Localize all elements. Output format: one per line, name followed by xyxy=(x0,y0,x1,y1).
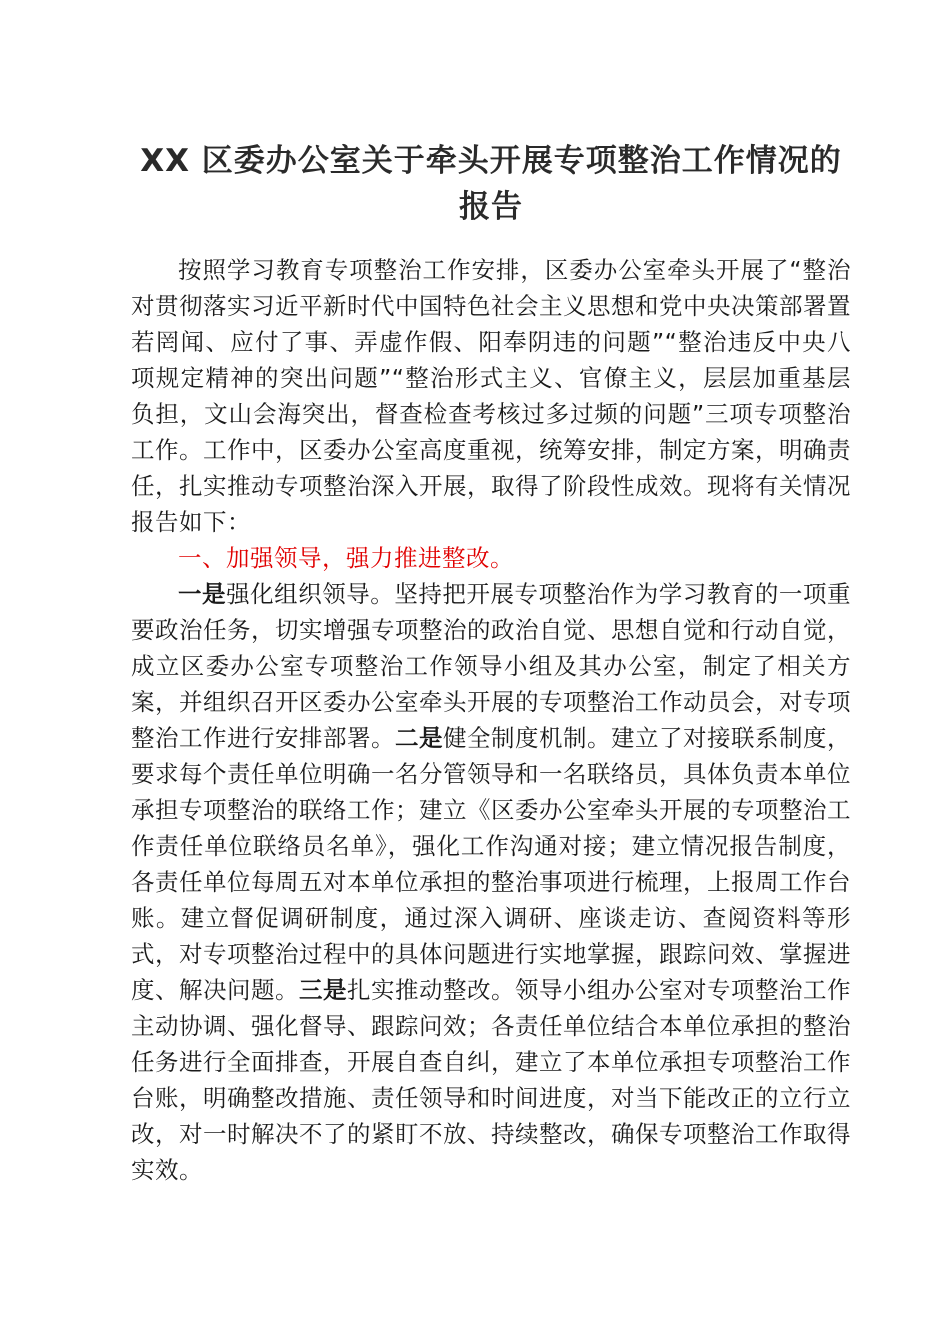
point-2-lead: 二是 xyxy=(395,724,443,752)
point-1-text: 强化组织领导。坚持把开展专项整治作为学习教育的一项重要政治任务，切实增强专项整治的政治自觉、思想自觉和行动自觉，成立区委办公室专项整治工作领导小组及其办公室，制定了相关方案，并组织召开区委办公室牵头开展的专项整治工作动员会，对专项整治工作进行安排部署。 xyxy=(131,580,852,752)
section-heading-1: 一、加强领导，强力推进整改。 xyxy=(178,544,514,572)
point-1-lead: 一是 xyxy=(178,580,227,608)
intro-paragraph: 按照学习教育专项整治工作安排，区委办公室牵头开展了“整治对贯彻落实习近平新时代中国特色社会主义思想和党中央决策部署置若罔闻、应付了事、弄虚作假、阳奉阴违的问题”“整治违反中央八项规定精神的突出问题”“整治形式主义、官僚主义，层层加重基层负担，文山会海突出，督查检查考核过多过频的问题”三项专项整治工作。工作中，区委办公室高度重视，统筹安排，制定方案，明确责任，扎实推动专项整治深入开展，取得了阶段性成效。现将有关情况报告如下： xyxy=(131,256,851,536)
point-2-text: 健全制度机制。建立了对接联系制度，要求每个责任单位明确一名分管领导和一名联络员，具体负责本单位承担专项整治的联络工作；建立《区委办公室牵头开展的专项整治工作责任单位联络员名单》，强化工作沟通对接；建立情况报告制度，各责任单位每周五对本单位承担的整治事项进行梳理，上报周工作台账。建立督促调研制度，通过深入调研、座谈走访、查阅资料等形式，对专项整治过程中的具体问题进行实地掌握，跟踪问效、掌握进度、解决问题。 xyxy=(131,724,851,1004)
document-title: XX 区委办公室关于牵头开展专项整治工作情况的报告 xyxy=(140,143,842,225)
point-3-lead: 三是 xyxy=(299,976,347,1004)
document-page xyxy=(131,138,851,1188)
section-1-body xyxy=(131,576,851,1188)
point-3-text: 扎实推动整改。领导小组办公室对专项整治工作主动协调、强化督导、跟踪问效；各责任单位结合本单位承担的整治任务进行全面排查，开展自查自纠，建立了本单位承担专项整治工作台账，明确整改措施、责任领导和时间进度，对当下能改正的立行立改，对一时解决不了的紧盯不放、持续整改，确保专项整治工作取得实效。 xyxy=(131,976,851,1184)
